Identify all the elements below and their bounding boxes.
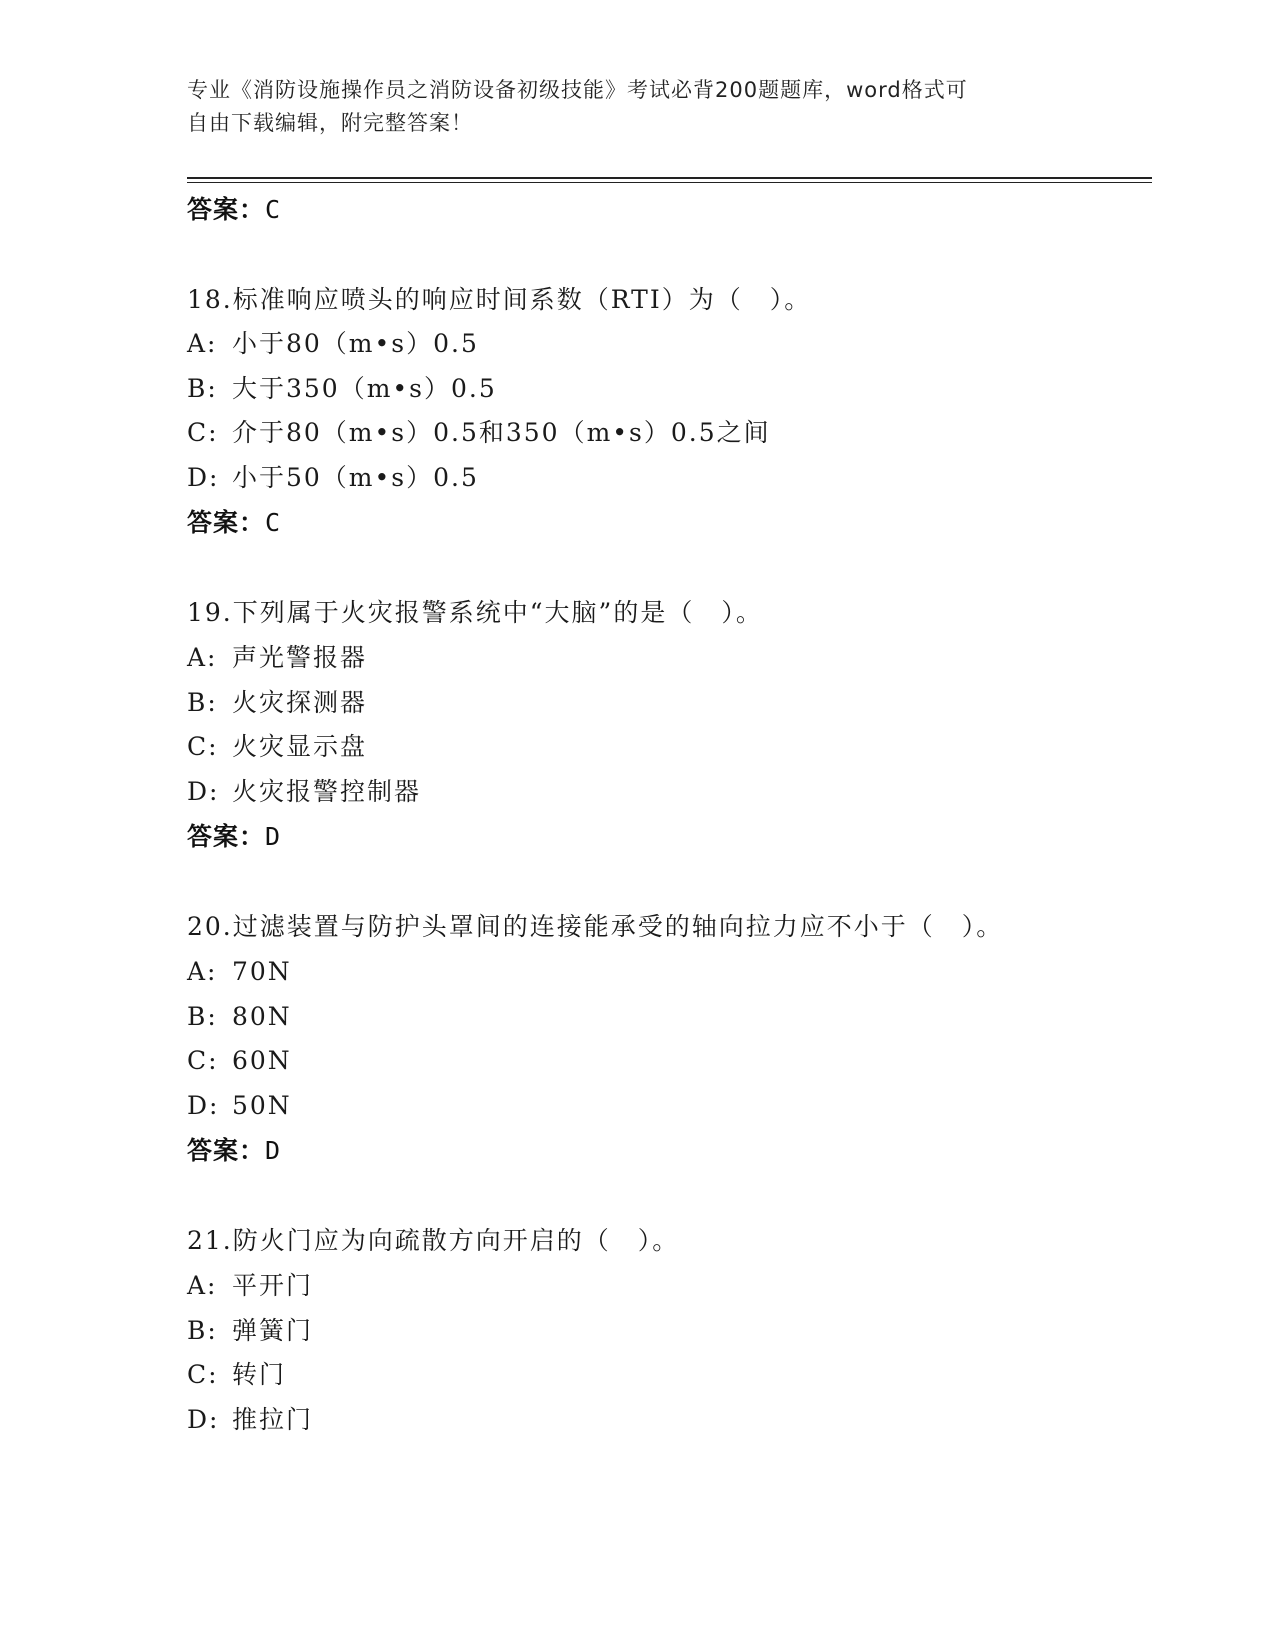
option-18-d (187, 461, 479, 495)
option-text: 80N (232, 1002, 292, 1031)
option-letter: A: (187, 329, 218, 358)
header-line-1: 专业《消防设施操作员之消防设备初级技能》考试必背200题题库，word格式可 (187, 78, 968, 102)
option-text: 火灾显示盘 (232, 732, 368, 761)
option-letter: D: (187, 777, 220, 806)
option-18-c (187, 416, 771, 450)
header-line-2: 自由下载编辑，附完整答案！ (187, 111, 473, 135)
option-letter: C: (187, 1360, 219, 1389)
option-text: 平开门 (232, 1271, 314, 1300)
option-20-c (187, 1044, 292, 1078)
option-letter: B: (187, 1316, 218, 1345)
question-stem-20: 20.过滤装置与防护头罩间的连接能承受的轴向拉力应不小于（ ）。 (187, 912, 1004, 941)
option-letter: B: (187, 1002, 218, 1031)
option-21-a (187, 1269, 313, 1303)
answer-label: 答案： (187, 1136, 266, 1165)
option-21-c (187, 1358, 286, 1392)
document-header (187, 74, 1067, 140)
answer-20 (187, 1134, 281, 1168)
option-text: 50N (232, 1091, 292, 1120)
option-text: 大于350（m•s）0.5 (232, 374, 497, 403)
option-letter: B: (187, 688, 218, 717)
option-20-a (187, 955, 292, 989)
answer-value: C (265, 195, 282, 224)
answer-19 (187, 820, 281, 854)
answer-label: 答案： (187, 508, 266, 537)
answer-label: 答案： (187, 195, 266, 224)
option-letter: D: (187, 1405, 220, 1434)
option-text: 火灾探测器 (232, 688, 368, 717)
option-text: 声光警报器 (232, 643, 368, 672)
option-text: 小于80（m•s）0.5 (232, 329, 479, 358)
option-text: 弹簧门 (232, 1316, 314, 1345)
answer-value: D (265, 822, 282, 851)
option-18-a (187, 327, 479, 361)
option-text: 介于80（m•s）0.5和350（m•s）0.5之间 (232, 418, 771, 447)
option-text: 60N (232, 1046, 292, 1075)
option-letter: D: (187, 1091, 220, 1120)
option-19-b (187, 686, 367, 720)
question-stem-19: 19.下列属于火灾报警系统中“大脑”的是（ ）。 (187, 598, 763, 627)
header-divider-thick (187, 177, 1152, 179)
answer-value: C (265, 508, 282, 537)
option-text: 火灾报警控制器 (232, 777, 422, 806)
option-letter: D: (187, 463, 220, 492)
option-19-c (187, 730, 367, 764)
answer-prev (187, 193, 281, 227)
option-letter: A: (187, 643, 218, 672)
answer-value: D (265, 1136, 282, 1165)
answer-label: 答案： (187, 822, 266, 851)
option-text: 小于50（m•s）0.5 (232, 463, 479, 492)
option-21-b (187, 1314, 313, 1348)
option-text: 推拉门 (232, 1405, 314, 1434)
option-letter: A: (187, 957, 218, 986)
question-stem-18: 18.标准响应喷头的响应时间系数（RTI）为（ ）。 (187, 285, 812, 314)
header-divider-thin (187, 182, 1152, 183)
option-18-b (187, 372, 497, 406)
option-letter: C: (187, 732, 219, 761)
option-19-d (187, 775, 421, 809)
option-20-b (187, 1000, 292, 1034)
option-letter: B: (187, 374, 218, 403)
option-text: 70N (232, 957, 292, 986)
answer-18 (187, 506, 281, 540)
question-stem-21: 21.防火门应为向疏散方向开启的（ ）。 (187, 1226, 680, 1255)
option-20-d (187, 1089, 292, 1123)
option-21-d (187, 1403, 313, 1437)
option-text: 转门 (232, 1360, 287, 1389)
option-letter: C: (187, 418, 219, 447)
option-letter: A: (187, 1271, 218, 1300)
option-19-a (187, 641, 367, 675)
option-letter: C: (187, 1046, 219, 1075)
